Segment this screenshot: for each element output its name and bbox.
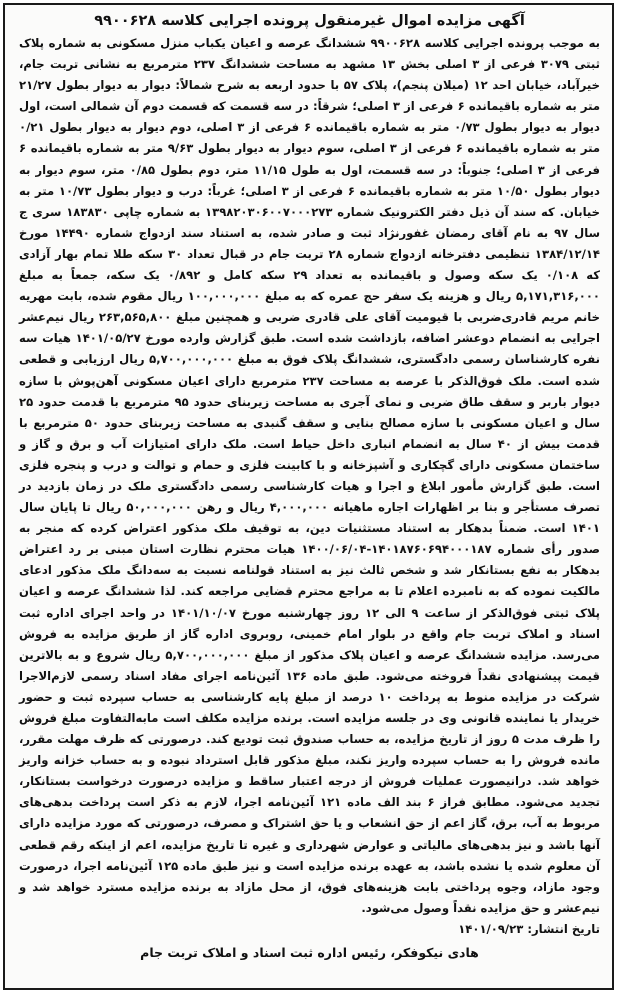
auction-notice [3,3,614,990]
signature: هادی نیکوفکر، رئیس اداره ثبت اسناد و املاک تربت جام [140,944,479,960]
notice-title: آگهی مزایده اموال غیرمنقول پرونده اجرایی کلاسه ۹۹۰۰۶۲۸ [94,13,525,29]
notice-body: به موجب پرونده اجرایی کلاسه ۹۹۰۰۶۲۸ ششدانگ عرصه و اعیان یکباب منزل مسکونی به شماره پلاک ثبتی ۳۰۷۹ فرعی از ۳ اصلی بخش ۱۳ مشهد به مساحت ششدانگ ۲۳۷ مترمربع به نشانی تربت جام، خیرآباد، خیابان احد ۱۲ (میلان پنجم)، پلاک ۵۷ با حدود اربعه به شرح شمالاً: دیوار به دیوار بطول ۲۱/۲۷ متر به شماره باقیمانده ۶ فرعی از ۳ اصلی؛ شرقاً: در سه قسمت که قسمت دوم آن شمالی است، اول دیوار به دیوار بطول ۰/۷۳ متر به شماره باقیمانده ۶ فرعی از ۳ اصلی، دوم دیوار به دیوار بطول ۰/۲۱ متر به شماره باقیمانده ۶ فرعی از ۳ اصلی، سوم دیوار به دیوار بطول ۹/۶۳ متر به شماره باقیمانده ۶ فرعی از ۳ اصلی؛ جنوباً: در سه قسمت، اول به طول ۱۱/۱۵ متر، دوم بطول ۰/۸۵ متر، سوم دیوار به دیوار بطول ۱۰/۵۰ متر به شماره باقیمانده ۶ فرعی از ۳ اصلی؛ غرباً: درب و دیوار بطول ۱۰/۷۳ متر به خیابان. که سند آن ذیل دفتر الکترونیک شماره ۱۳۹۸۲۰۳۰۶۰۰۷۰۰۰۲۷۳ به شماره چاپی ۱۸۳۸۳۰ سری ج سال ۹۷ به نام آقای رمضان غفورنژاد ثبت و صادر شده، به استناد سند ازدواج شماره ۱۴۴۹۰ مورخ ۱۳۸۴/۱۲/۱۴ تنظیمی دفترخانه ازدواج شماره ۲۸ تربت جام در قبال تعداد ۳۰ سکه طلا تمام بهار آزادی که ۰/۱۰۸ یک سکه وصول و باقیمانده به تعداد ۲۹ سکه کامل و ۰/۸۹۲ یک سکه، جمعاً به مبلغ ۵,۱۷۱,۳۱۶,۰۰۰ ریال و هزینه یک سفر حج عمره که به مبلغ ۱۰۰,۰۰۰,۰۰۰ ریال مقوم شده، بابت مهریه خانم مریم قادری‌ضربی با قیومیت آقای علی قادری ضربی و همچنین مبلغ ۲۶۳,۵۶۵,۸۰۰ ریال نیم‌عشر اجرایی به انضمام دوعشر اضافه، بازداشت شده است. طبق گزارش وارده مورخ ۱۴۰۱/۰۵/۲۷ هیات سه نفره کارشناسان رسمی دادگستری، ششدانگ پلاک فوق به مبلغ ۵,۷۰۰,۰۰۰,۰۰۰ ریال ارزیابی و قطعی شده است. ملک فوق‌الذکر با عرصه به مساحت ۲۳۷ مترمربع دارای اعیان مسکونی آهن‌پوش با سازه دیوار باربر و سقف طاق ضربی و نمای آجری به مساحت زیربنای حدود ۹۵ مترمربع با قدمت حدود ۲۵ سال و اعیان مسکونی با سازه مصالح بنایی و سقف گنبدی به مساحت زیربنای حدود ۵۰ مترمربع با قدمت بیش از ۴۰ سال به انضمام انباری داخل حیاط است. ملک دارای امتیازات آب و برق و گاز و ساختمان مسکونی دارای گچکاری و آشپزخانه و با کابینت فلزی و حمام و توالت و درب و پنجره فلزی است. طبق گزارش مأمور ابلاغ و اجرا و هیات کارشناسی رسمی دادگستری ملک در زمان بازدید در تصرف مستأجر و بنا بر اظهارات اجاره ماهیانه ۴,۰۰۰,۰۰۰ ریال و رهن ۵۰,۰۰۰,۰۰۰ ریال تا پایان سال ۱۴۰۱ است. ضمناً بدهکار به استناد مستثنیات دین، به توقیف ملک مذکور اعتراض کرده که منجر به صدور رأی شماره ۱۴۰۱۸۷۶۰۶۹۴۰۰۰۱۸۷-۱۴۰۰/۰۶/۰۴ هیات محترم نظارت استان مبنی بر رد اعتراض بدهکار به نفع بستانکار شد و شخص ثالث نیز به استناد قولنامه نسبت به سه‌دانگ ملک مذکور ادعای مالکیت نموده که به نامبرده اعلام تا به مراجع محترم قضایی مراجعه کند. لذا ششدانگ عرصه و اعیان پلاک ثبتی فوق‌الذکر از ساعت ۹ الی ۱۲ روز چهارشنبه مورخ ۱۴۰۱/۱۰/۰۷ در واحد اجرای اداره ثبت اسناد و املاک تربت جام واقع در بلوار امام خمینی، روبروی اداره گاز از طریق مزایده به فروش می‌رسد. مزایده ششدانگ عرصه و اعیان پلاک مذکور از مبلغ ۵,۷۰۰,۰۰۰,۰۰۰ ریال شروع و به بالاترین قیمت پیشنهادی نقداً فروخته می‌شود. طبق ماده ۱۳۶ آئین‌نامه اجرای مفاد اسناد رسمی لازم‌الاجرا شرکت در مزایده منوط به پرداخت ۱۰ درصد از مبلغ پایه کارشناسی به حساب سپرده ثبت و حضور خریدار یا نماینده قانونی وی در جلسه مزایده است. برنده مزایده مکلف است مابه‌التفاوت مبلغ فروش را ظرف مدت ۵ روز از تاریخ مزایده، به حساب صندوق ثبت تودیع کند. درصورتی که ظرف مهلت مقرر، مانده فروش را به حساب سپرده واریز نکند، مبلغ مذکور قابل استرداد نبوده و به حساب خزانه واریز خواهد شد. درانیصورت عملیات فروش از درجه اعتبار ساقط و مزایده درصورت درخواست بستانکار، تجدید می‌شود. مطابق فراز ۶ بند الف ماده ۱۲۱ آئین‌نامه اجرا، لازم به ذکر است پرداخت بدهی‌های مربوط به آب، برق، گاز اعم از حق انشعاب و یا حق اشتراک و مصرف، درصورتی که مورد مزایده دارای آنها باشد و نیز بدهی‌های مالیاتی و عوارض شهرداری و غیره تا تاریخ مزایده، اعم از اینکه رقم قطعی آن معلوم شده یا نشده باشد، به عهده برنده مزایده است و نیز طبق ماده ۱۲۵ آئین‌نامه اجرا، درصورت وجود مازاد، وجوه پرداختی بابت هزینه‌های فوق، از محل مازاد به برنده مزایده مسترد خواهد شد و نیم‌عشر و حق مزایده نقداً وصول می‌شود. [19,36,601,915]
publish-date: تاریخ انتشار: ۱۴۰۱/۰۹/۲۳ [458,921,600,936]
